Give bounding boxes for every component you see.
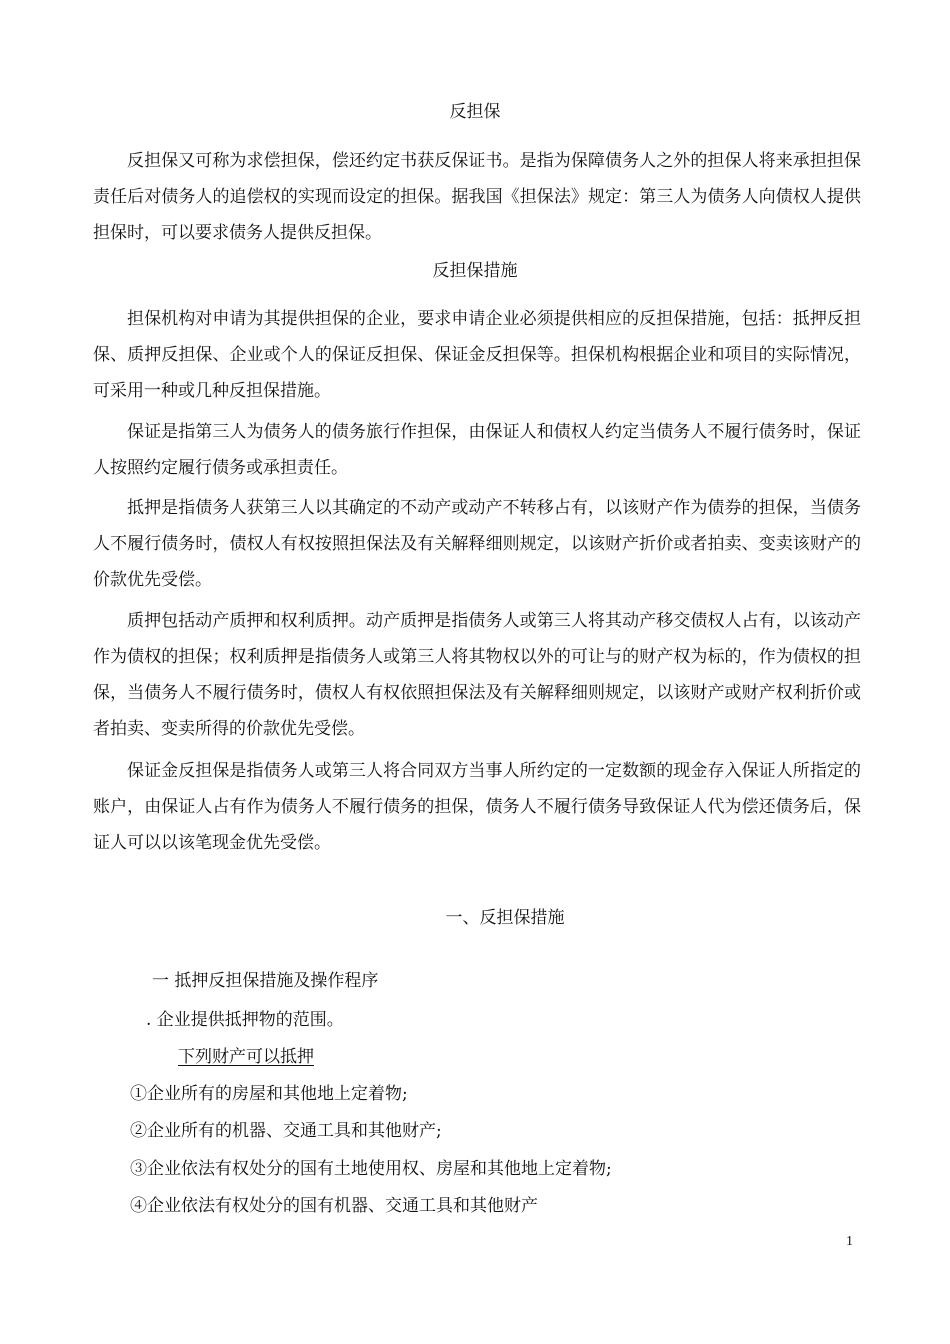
underlined-heading: 下列财产可以抵押 — [178, 1047, 314, 1067]
page-number: 1 — [846, 1234, 853, 1249]
sub-item: . 企业提供抵押物的范围。 — [146, 1010, 344, 1030]
list-item: ③企业依法有权处分的国有土地使用权、房屋和其他地上定着物; — [130, 1159, 612, 1179]
intro-paragraph: 反担保又可称为求偿担保，偿还约定书获反保证书。是指为保障债务人之外的担保人将来承担担保责任后对债务人的追偿权的实现而设定的担保。据我国《担保法》规定：第三人为债务人向债权人提供担保时，可以要求债务人提供反担保。 — [93, 151, 861, 243]
paragraph-mortgage: 抵押是指债务人获第三人以其确定的不动产或动产不转移占有，以该财产作为债券的担保，当债务人不履行债务时，债权人有权按照担保法及有关解释细则规定，以该财产折价或者拍卖、变卖该财产的价款优先受偿。 — [93, 498, 861, 590]
subheading: 一 抵押反担保措施及操作程序 — [152, 971, 379, 991]
paragraph-pledge: 质押包括动产质押和权利质押。动产质押是指债务人或第三人将其动产移交债权人占有，以该动产作为债权的担保；权利质押是指债务人或第三人将其物权以外的可让与的财产权为标的，作为债权的担保，当债务人不履行债务时，债权人有权依照担保法及有关解释细则规定，以该财产或财产权利折价或者拍卖、变卖所得的价款优先受偿。 — [93, 611, 861, 739]
heading-one: 一、反担保措施 — [445, 908, 565, 928]
paragraph-deposit: 保证金反担保是指债务人或第三人将合同双方当事人所约定的一定数额的现金存入保证人所指定的账户，由保证人占有作为债务人不履行债务的担保，债务人不履行债务导致保证人代为偿还债务后，保证人可以以该笔现金优先受偿。 — [93, 761, 861, 853]
section-title: 反担保措施 — [432, 261, 518, 281]
list-item: ①企业所有的房屋和其他地上定着物; — [130, 1084, 408, 1104]
list-item: ④企业依法有权处分的国有机器、交通工具和其他财产 — [130, 1196, 538, 1216]
document-title: 反担保 — [449, 102, 501, 122]
paragraph-measures: 担保机构对申请为其提供担保的企业，要求申请企业必须提供相应的反担保措施，包括：抵押反担保、质押反担保、企业或个人的保证反担保、保证金反担保等。担保机构根据企业和项目的实际情况，可采用一种或几种反担保措施。 — [93, 309, 861, 401]
paragraph-guarantee: 保证是指第三人为债务人的债务旅行作担保，由保证人和债权人约定当债务人不履行债务时，保证人按照约定履行债务或承担责任。 — [93, 422, 861, 478]
list-item: ②企业所有的机器、交通工具和其他财产; — [130, 1121, 442, 1141]
